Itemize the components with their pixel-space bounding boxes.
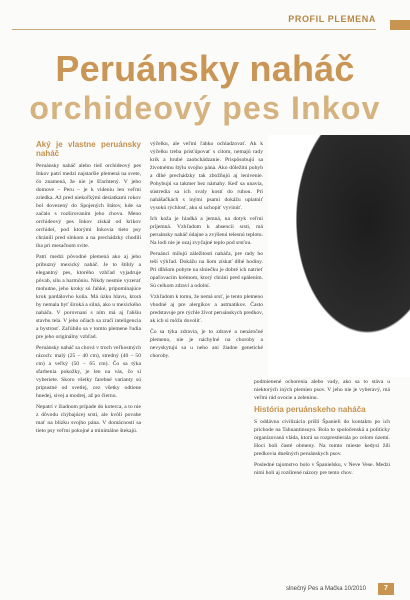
paragraph: Vzhľadom k tomu, že nemá srsť, je tento plemeno vhodné aj pre alergikov a astmatikov. Často predstavuje pre rýchle život peruánskych predkov, ak ich si môžu dovoliť. [150, 294, 263, 324]
paragraph: Patrí medzi pôvodné plemená ako aj jeho príbuzný mexický naháč. Je to štíhly a elegantný pes, ktorého vzhľad vyjadruje pôvab, silu a harmóniu. Nikdy nesmie vyzerať mohutne, jeho kroky sú ľahké, pripomínajúce krok pardálovho koňa. Má úzku hlavu, ktorá by nemala byť široká a silná, ako u mexického naháča. V porovnaní s ním má aj ľahšiu stavbu tela. V jeho očiach sa zračí inteligencia a bystrosť. Zaľúbilo sa v tomto plemene ľudia pre jeho originálny vzhľad. [36, 254, 141, 340]
article-subtitle: orchideový pes Inkov [29, 90, 381, 126]
paragraph: podmienené ochorenia alebo vady, ako sa to stáva u niektorých iných plemien psov. V jeho nie je vyberavý, má veľmi rád ovocie a zeleninu. [254, 379, 390, 401]
paragraph: Ich koža je hladká a jemná, na dotyk veľmi príjemná. Vzhľadom k absencii srsti, má peruánsky naháč údajne a zvýšenú telesnú teplotu. Na lodi nie je ozaj zvyčajné teplo pod srsťou. [150, 216, 263, 246]
section-heading-2: História peruánskeho naháča [254, 405, 366, 414]
section-label: PROFIL PLEMENA [288, 14, 376, 24]
section-heading-1: Aký je vlastne peruánsky naháč [36, 140, 141, 158]
dog-silhouette [268, 135, 410, 377]
magazine-name: slnečný Pes a Mačka 10/2010 [285, 586, 366, 592]
page-number: 7 [378, 583, 394, 595]
paragraph: Nepatrí v žiadnom prípade do koterca, a to nie z dôvodu chýbajúcej srsti, ale kvôli povahe mať na blízku svojho pána. V domácnosti sa tieto psy veľmi pokojné a minimálne štekajú. [36, 404, 141, 434]
header-bar [0, 10, 410, 28]
dog-photo [268, 135, 410, 377]
text-column-1 [36, 140, 141, 438]
header-tab [390, 20, 410, 30]
page-footer [0, 578, 410, 600]
paragraph: Čo sa týka zdravia, je to zdravé a nenáročné plemeno, nie je náchylné na choroby a nevyskytujú sa u neho ani žiadne genetické choroby. [150, 329, 263, 359]
paragraph: výčelku, ale veľmi ľahko ochladzovať. Ak k výčelku treba prisťúpovať s citom, nemajú rady krik a hrubé zaobchádzanie. Prispôsobujú sa životnému štýlu svojho pána. Ako dôležitú pohyb a dlhé prechádzky tak zbožňujú aj lenivenie. Pohybujú sa takmer bez námahy. Keď sa unavia, sústredia sa ich svaly kostí do ruhou. Pri nahášačkách s inými psami dokážu uplatniť vysokú rýchlosť, aku si uchopiť vyvinúť. [150, 141, 263, 211]
article-title: Peruánsky naháč [55, 48, 355, 89]
paragraph: Peruánsky naháč sa chová v troch veľkostných rázoch: malý (25 – 40 cm), stredný (40 – 50 cm) a veľký (50 – 65 cm). Čo sa týka sfarbenia pokožky, je len na vás, čo si vyberiete. Skoro všetky farebné varianty sú prípustné od svetlej, cez všetky odtiene hnedej, sivej a modrej, až po čiernu. [36, 345, 141, 399]
text-column-2 [150, 140, 263, 363]
text-column-3 [254, 378, 390, 480]
paragraph: Posledné tajomstvo bolo v Španielsku, v Neve Vese. Medzi nimi boli aj rozšírené názory pre tento chov. [254, 462, 390, 476]
paragraph: Peruánci milujú záležitosti naháča, pre rady ho teší výhľad. Dokážu na ňom získať dlhé hodiny. Pri dlhšom pobyte na slniečku je dobré ich natrieť opaľovacím krémom, ktorý chráni pred spálením. Sú celkom zdraví a odolní. [150, 251, 263, 289]
header-rule [12, 29, 376, 30]
paragraph: S oddávna civilizácia prišli Španieli do kontaktu po ich príchode na Tahuantinsuyo. Bola to spoločenská a politicky organizovaná vláda, ktorá sa rozprestierala po celom území. Hoci boli časté obmeny. Na tomto mieste kedysi žili predkovia dnešných peruánskych psov. [254, 419, 390, 457]
paragraph: Peruánsky naháč alebo tiež orchideový pes Inkov patrí medzi najstaršie plemená na svete, čo znamená, že nie je šľachtený. V jeho domove – Peru – je k videniu len veľmi zriedka. Až pred niekoľkými desiatkami rokov bol dovezený do Spojených štátov, kde sa začalo s rozširovaním jeho chovu. Meno orchideový pes Inkov získal od krikov orchideí, pod ktorými Inkovia tieto psy chránili pred slnkom a na prechádzky chodili iba pri mesačnom svite. [36, 163, 141, 249]
